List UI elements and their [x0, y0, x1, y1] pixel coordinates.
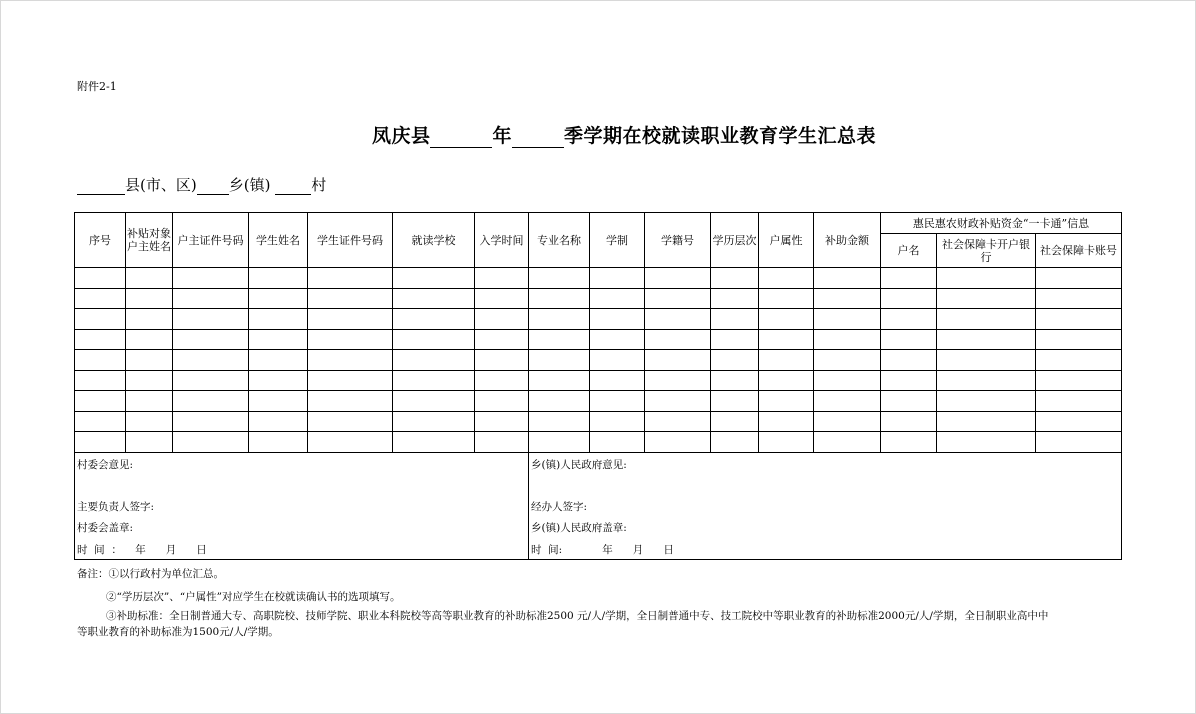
table-cell[interactable] [173, 268, 249, 289]
table-cell[interactable] [590, 350, 645, 371]
town-sign-cell [529, 452, 1122, 559]
table-cell[interactable] [1036, 288, 1122, 309]
table-cell[interactable] [881, 432, 937, 453]
table-cell[interactable] [393, 288, 475, 309]
village-leader-label: 主要负责人签字: [77, 500, 155, 513]
table-cell[interactable] [126, 288, 173, 309]
table-cell[interactable] [814, 309, 881, 330]
table-cell[interactable] [1036, 411, 1122, 432]
table-cell[interactable] [529, 288, 590, 309]
table-cell[interactable] [308, 411, 393, 432]
table-cell[interactable] [711, 329, 759, 350]
table-cell[interactable] [590, 370, 645, 391]
location-line [77, 174, 326, 195]
table-cell[interactable] [711, 391, 759, 412]
table-cell[interactable] [814, 268, 881, 289]
table-body [75, 268, 1122, 560]
table-cell[interactable] [173, 288, 249, 309]
table-cell[interactable] [249, 350, 308, 371]
table-cell[interactable] [529, 309, 590, 330]
table-cell[interactable] [814, 350, 881, 371]
table-cell[interactable] [881, 370, 937, 391]
table-cell[interactable] [393, 309, 475, 330]
table-cell[interactable] [937, 391, 1036, 412]
village-sign-cell [75, 452, 529, 559]
table-cell[interactable] [173, 370, 249, 391]
note-3-continued: 等职业教育的补助标准为1500元/人/学期。 [77, 626, 279, 638]
header-major: 专业名称 [529, 213, 590, 268]
table-cell[interactable] [475, 329, 529, 350]
table-cell[interactable] [590, 268, 645, 289]
table-cell[interactable] [529, 432, 590, 453]
table-cell[interactable] [75, 309, 126, 330]
table-cell[interactable] [814, 411, 881, 432]
table-cell[interactable] [759, 370, 814, 391]
table-cell[interactable] [308, 309, 393, 330]
table-row [75, 391, 1122, 412]
table-cell[interactable] [590, 432, 645, 453]
table-cell[interactable] [75, 391, 126, 412]
table-cell[interactable] [937, 350, 1036, 371]
table-cell[interactable] [308, 329, 393, 350]
table-cell[interactable] [308, 432, 393, 453]
table-cell[interactable] [393, 268, 475, 289]
table-cell[interactable] [814, 288, 881, 309]
town-label: 乡(镇) [228, 176, 271, 194]
table-cell[interactable] [475, 391, 529, 412]
table-cell[interactable] [529, 370, 590, 391]
header-enroll-time: 入学时间 [475, 213, 529, 268]
table-cell[interactable] [393, 432, 475, 453]
table-cell[interactable] [1036, 432, 1122, 453]
table-row [75, 288, 1122, 309]
table-cell[interactable] [645, 391, 711, 412]
table-cell[interactable] [249, 370, 308, 391]
table-cell[interactable] [249, 432, 308, 453]
table-cell[interactable] [711, 309, 759, 330]
table-cell[interactable] [759, 391, 814, 412]
table-cell[interactable] [126, 370, 173, 391]
table-cell[interactable] [529, 268, 590, 289]
table-cell[interactable] [1036, 350, 1122, 371]
table-cell[interactable] [308, 391, 393, 412]
table-cell[interactable] [393, 350, 475, 371]
table-cell[interactable] [393, 411, 475, 432]
table-cell[interactable] [759, 350, 814, 371]
table-cell[interactable] [814, 391, 881, 412]
header-amount: 补助金额 [814, 213, 881, 268]
table-cell[interactable] [881, 309, 937, 330]
table-cell[interactable] [937, 411, 1036, 432]
table-cell[interactable] [529, 391, 590, 412]
table-cell[interactable] [475, 268, 529, 289]
table-cell[interactable] [529, 411, 590, 432]
title-suffix: 季学期在校就读职业教育学生汇总表 [564, 125, 877, 147]
table-cell[interactable] [75, 370, 126, 391]
table-cell[interactable] [126, 432, 173, 453]
table-cell[interactable] [126, 350, 173, 371]
header-student-id: 学生证件号码 [308, 213, 393, 268]
table-cell[interactable] [173, 391, 249, 412]
header-school: 就读学校 [393, 213, 475, 268]
table-cell[interactable] [881, 350, 937, 371]
table-cell[interactable] [645, 370, 711, 391]
header-student-name: 学生姓名 [249, 213, 308, 268]
village-seal-label: 村委会盖章: [77, 521, 134, 534]
table-cell[interactable] [249, 411, 308, 432]
table-cell[interactable] [711, 411, 759, 432]
table-cell[interactable] [475, 288, 529, 309]
note-3: ③补助标准：全日制普通大专、高职院校、技师学院、职业本科院校等高等职业教育的补助标准2500 元/人/学期，全日制普通中专、技工院校中等职业教育的补助标准2000元/人/学期，全日制职业高中中 [106, 610, 1049, 622]
village-time-label: 时 间 ： 年 月 日 [77, 543, 207, 556]
header-bank: 社会保障卡开户银行 [937, 234, 1036, 268]
header-card-group: 惠民惠农财政补贴资金“一卡通”信息 [881, 213, 1122, 234]
table-cell[interactable] [937, 288, 1036, 309]
table-cell[interactable] [308, 370, 393, 391]
table-row [75, 268, 1122, 289]
table-cell[interactable] [645, 350, 711, 371]
table-cell[interactable] [393, 370, 475, 391]
table-cell[interactable] [475, 432, 529, 453]
table-cell[interactable] [75, 288, 126, 309]
town-seal-label: 乡(镇)人民政府盖章: [531, 521, 627, 534]
table-cell[interactable] [173, 411, 249, 432]
table-cell[interactable] [937, 370, 1036, 391]
table-cell[interactable] [711, 432, 759, 453]
table-cell[interactable] [475, 370, 529, 391]
table-cell[interactable] [645, 268, 711, 289]
table-cell[interactable] [75, 268, 126, 289]
town-opinion-label: 乡(镇)人民政府意见: [531, 458, 627, 471]
table-cell[interactable] [249, 309, 308, 330]
table-cell[interactable] [126, 391, 173, 412]
table-cell[interactable] [937, 329, 1036, 350]
village-blank [275, 180, 311, 195]
table-cell[interactable] [711, 370, 759, 391]
table-cell[interactable] [645, 432, 711, 453]
town-blank [197, 180, 229, 195]
table-cell[interactable] [75, 432, 126, 453]
table-cell[interactable] [393, 391, 475, 412]
table-cell[interactable] [711, 350, 759, 371]
table-cell[interactable] [759, 288, 814, 309]
table-cell[interactable] [1036, 391, 1122, 412]
table-cell[interactable] [126, 411, 173, 432]
table-cell[interactable] [75, 350, 126, 371]
table-row [75, 370, 1122, 391]
table-row [75, 329, 1122, 350]
table-cell[interactable] [645, 329, 711, 350]
header-edu-level: 学历层次 [711, 213, 759, 268]
table-cell[interactable] [173, 309, 249, 330]
table-cell[interactable] [645, 288, 711, 309]
table-cell[interactable] [590, 411, 645, 432]
header-seq: 序号 [75, 213, 126, 268]
table-cell[interactable] [529, 329, 590, 350]
header-card-no: 社会保障卡账号 [1036, 234, 1122, 268]
page-title [0, 121, 1196, 148]
table-cell[interactable] [590, 309, 645, 330]
table-cell[interactable] [881, 288, 937, 309]
header-account-name: 户名 [881, 234, 937, 268]
table-cell[interactable] [937, 268, 1036, 289]
table-cell[interactable] [249, 391, 308, 412]
table-cell[interactable] [645, 411, 711, 432]
table-row [75, 350, 1122, 371]
table-cell[interactable] [308, 350, 393, 371]
table-cell[interactable] [759, 329, 814, 350]
county-label: 县(市、区) [125, 176, 197, 194]
table-cell[interactable] [590, 329, 645, 350]
title-prefix: 凤庆县 [371, 125, 431, 147]
table-cell[interactable] [249, 268, 308, 289]
table-cell[interactable] [759, 309, 814, 330]
table-cell[interactable] [759, 268, 814, 289]
table-cell[interactable] [529, 350, 590, 371]
header-subsidy-name: 补贴对象户主姓名 [126, 213, 173, 268]
table-cell[interactable] [881, 329, 937, 350]
table-cell[interactable] [937, 309, 1036, 330]
table-cell[interactable] [814, 329, 881, 350]
table-cell[interactable] [393, 329, 475, 350]
table-cell[interactable] [173, 432, 249, 453]
table-cell[interactable] [814, 370, 881, 391]
header-duration: 学制 [590, 213, 645, 268]
table-cell[interactable] [759, 432, 814, 453]
table-cell[interactable] [759, 411, 814, 432]
table-cell[interactable] [475, 411, 529, 432]
table-cell[interactable] [126, 329, 173, 350]
table-cell[interactable] [126, 309, 173, 330]
table-cell[interactable] [173, 350, 249, 371]
table-cell[interactable] [590, 288, 645, 309]
town-time-label: 时 间: 年 月 日 [531, 543, 674, 556]
table-cell[interactable] [937, 432, 1036, 453]
table-cell[interactable] [173, 329, 249, 350]
table-cell[interactable] [881, 411, 937, 432]
table-cell[interactable] [881, 391, 937, 412]
table-cell[interactable] [1036, 268, 1122, 289]
table-cell[interactable] [881, 268, 937, 289]
table-cell[interactable] [75, 411, 126, 432]
header-roll-no: 学籍号 [645, 213, 711, 268]
table-cell[interactable] [75, 329, 126, 350]
season-blank [512, 129, 564, 148]
table-cell[interactable] [814, 432, 881, 453]
table-cell[interactable] [126, 268, 173, 289]
county-blank [77, 180, 125, 195]
town-handler-label: 经办人签字: [531, 500, 588, 513]
header-owner-id: 户主证件号码 [173, 213, 249, 268]
table-cell[interactable] [590, 391, 645, 412]
table-cell[interactable] [475, 309, 529, 330]
table-cell[interactable] [711, 268, 759, 289]
table-cell[interactable] [645, 309, 711, 330]
year-blank [430, 129, 492, 148]
table-cell[interactable] [1036, 370, 1122, 391]
table-cell[interactable] [475, 350, 529, 371]
table-cell[interactable] [1036, 329, 1122, 350]
table-row [75, 432, 1122, 453]
note-1: 备注：①以行政村为单位汇总。 [77, 568, 224, 580]
table-cell[interactable] [711, 288, 759, 309]
village-label: 村 [311, 176, 327, 194]
attachment-label: 附件2-1 [77, 80, 117, 93]
village-opinion-label: 村委会意见: [77, 458, 134, 471]
table-row [75, 411, 1122, 432]
header-household: 户属性 [759, 213, 814, 268]
table-row [75, 309, 1122, 330]
table-cell[interactable] [308, 268, 393, 289]
summary-table [74, 212, 1122, 560]
table-cell[interactable] [249, 288, 308, 309]
table-cell[interactable] [249, 329, 308, 350]
note-2: ②“学历层次”、“户属性”对应学生在校就读确认书的选项填写。 [106, 591, 401, 603]
table-cell[interactable] [308, 288, 393, 309]
table-cell[interactable] [1036, 309, 1122, 330]
title-mid: 年 [492, 125, 512, 147]
